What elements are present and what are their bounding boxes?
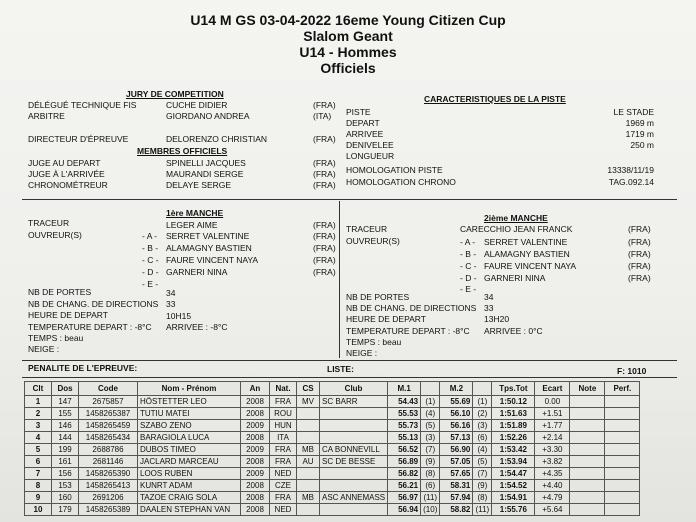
piste-label: PISTE bbox=[346, 107, 371, 117]
cell-m2-rank: (3) bbox=[473, 420, 492, 432]
f-value: F: 1010 bbox=[617, 366, 647, 376]
cell-an: 2008 bbox=[241, 504, 270, 516]
cell-code: 2675857 bbox=[79, 396, 138, 408]
manche1-ouvreur-code: - C - bbox=[142, 255, 159, 265]
cell-an: 2008 bbox=[241, 396, 270, 408]
cell-m1: 56.94 bbox=[388, 504, 421, 516]
cell-dos: 155 bbox=[52, 408, 79, 420]
manche2-ouvreur-name: GARNERI NINA bbox=[484, 273, 546, 283]
cell-cs: MV bbox=[297, 396, 320, 408]
cell-cs: AU bbox=[297, 456, 320, 468]
arbitre-name: GIORDANO ANDREA bbox=[166, 111, 250, 121]
manche2-ouvreur-nat: (FRA) bbox=[628, 249, 651, 259]
cell-perf bbox=[605, 492, 640, 504]
cell-note bbox=[570, 432, 605, 444]
cell-m2-rank: (9) bbox=[473, 480, 492, 492]
cell-m1: 56.82 bbox=[388, 468, 421, 480]
cell-note bbox=[570, 468, 605, 480]
cell-m2-rank: (2) bbox=[473, 408, 492, 420]
separator-table bbox=[22, 377, 677, 378]
col-m1: M.1 bbox=[388, 382, 421, 396]
cell-clt: 5 bbox=[25, 444, 52, 456]
cell-tps-tot: 1:51.89 bbox=[492, 420, 535, 432]
cell-an: 2009 bbox=[241, 420, 270, 432]
longueur-label: LONGUEUR bbox=[346, 151, 395, 161]
manche1-heure-label: HEURE DE DEPART bbox=[28, 310, 108, 320]
cell-ecart: 0.00 bbox=[535, 396, 570, 408]
col-nat: Nat. bbox=[270, 382, 297, 396]
cell-an: 2009 bbox=[241, 468, 270, 480]
cell-ecart: +3.30 bbox=[535, 444, 570, 456]
cell-m2-rank: (6) bbox=[473, 432, 492, 444]
manche2-ouvreur-name: ALAMAGNY BASTIEN bbox=[484, 249, 570, 259]
cell-cs: MB bbox=[297, 444, 320, 456]
manche1-ouvreur-name: FAURE VINCENT NAYA bbox=[166, 255, 259, 265]
denivelee-label: DENIVELEE bbox=[346, 140, 394, 150]
col-m1-rank bbox=[421, 382, 440, 396]
table-row bbox=[25, 492, 640, 504]
arrivee-label: ARRIVEE bbox=[346, 129, 384, 139]
table-row bbox=[25, 396, 640, 408]
manche2-traceur-name: CARECCHIO JEAN FRANCK bbox=[460, 224, 573, 234]
cell-nat: FRA bbox=[270, 444, 297, 456]
col-ecart: Ecart bbox=[535, 382, 570, 396]
penalite-label: PENALITE DE L'EPREUVE: bbox=[28, 363, 138, 373]
table-row bbox=[25, 420, 640, 432]
table-row bbox=[25, 480, 640, 492]
cell-nom: SZABO ZENO bbox=[138, 420, 241, 432]
separator-middle bbox=[339, 201, 340, 358]
manche2-ouvreur-code: - E - bbox=[460, 284, 477, 294]
results-table bbox=[24, 381, 640, 516]
cell-m1-rank: (10) bbox=[421, 504, 440, 516]
cell-an: 2008 bbox=[241, 480, 270, 492]
cell-ecart: +2.14 bbox=[535, 432, 570, 444]
manche2-portes-value: 34 bbox=[484, 292, 494, 302]
manche2-heure-label: HEURE DE DEPART bbox=[346, 314, 426, 324]
cell-tps-tot: 1:53.94 bbox=[492, 456, 535, 468]
manche1-ouvreur-code: - B - bbox=[142, 243, 159, 253]
cell-m2-rank: (5) bbox=[473, 456, 492, 468]
manche2-ouvreur-nat: (FRA) bbox=[628, 273, 651, 283]
manche2-ouvreur-name: FAURE VINCENT NAYA bbox=[484, 261, 577, 271]
cell-clt: 4 bbox=[25, 432, 52, 444]
cell-m1-rank: (8) bbox=[421, 468, 440, 480]
cell-code: 1458265390 bbox=[79, 468, 138, 480]
manche1-temperature: TEMPERATURE DEPART : -8°C bbox=[28, 322, 152, 332]
cell-m1-rank: (4) bbox=[421, 408, 440, 420]
category-title: U14 - Hommes bbox=[299, 44, 397, 60]
cell-dos: 160 bbox=[52, 492, 79, 504]
table-row bbox=[25, 432, 640, 444]
manche1-ouvreur-name: GARNERI NINA bbox=[166, 267, 228, 277]
manche2-temperature: TEMPERATURE DEPART : -8°C bbox=[346, 326, 470, 336]
cell-perf bbox=[605, 432, 640, 444]
cell-club bbox=[320, 468, 388, 480]
manche1-ouvreur-nat: (FRA) bbox=[313, 255, 336, 265]
juge-depart-nat: (FRA) bbox=[313, 158, 336, 168]
membres-heading: MEMBRES OFFICIELS bbox=[137, 146, 228, 156]
cell-tps-tot: 1:50.12 bbox=[492, 396, 535, 408]
piste-value: LE STADE bbox=[613, 107, 654, 117]
cell-nat: NED bbox=[270, 504, 297, 516]
denivelee-value: 250 m bbox=[630, 140, 654, 150]
manche1-temps: TEMPS : beau bbox=[28, 333, 84, 343]
cell-cs bbox=[297, 480, 320, 492]
cell-m1-rank: (5) bbox=[421, 420, 440, 432]
cell-dos: 144 bbox=[52, 432, 79, 444]
cell-m2-rank: (4) bbox=[473, 444, 492, 456]
manche1-portes-value: 34 bbox=[166, 288, 176, 298]
juge-arrivee-name: MAURANDI SERGE bbox=[166, 169, 244, 179]
cell-club: SC DE BESSE bbox=[320, 456, 388, 468]
cell-nom: TUTIU MATEI bbox=[138, 408, 241, 420]
cell-m1: 56.21 bbox=[388, 480, 421, 492]
cell-m2-rank: (11) bbox=[473, 504, 492, 516]
cell-dos: 161 bbox=[52, 456, 79, 468]
cell-perf bbox=[605, 444, 640, 456]
cell-club: ASC ANNEMASS bbox=[320, 492, 388, 504]
cell-m1-rank: (1) bbox=[421, 396, 440, 408]
manche2-ouvreur-code: - A - bbox=[460, 237, 476, 247]
manche2-heure-value: 13H20 bbox=[484, 314, 510, 324]
cell-m1: 56.97 bbox=[388, 492, 421, 504]
manche2-traceur-nat: (FRA) bbox=[628, 224, 651, 234]
officials-title: Officiels bbox=[320, 60, 376, 76]
manche1-ouvreur-nat: (FRA) bbox=[313, 231, 336, 241]
cell-code: 1458265387 bbox=[79, 408, 138, 420]
arbitre-nat: (ITA) bbox=[313, 111, 332, 121]
cell-tps-tot: 1:51.63 bbox=[492, 408, 535, 420]
cell-ecart: +1.77 bbox=[535, 420, 570, 432]
table-row bbox=[25, 468, 640, 480]
manche1-neige: NEIGE : bbox=[28, 344, 60, 354]
cell-nom: KUNRT ADAM bbox=[138, 480, 241, 492]
cell-nom: BARAGIOLA LUCA bbox=[138, 432, 241, 444]
cell-m2: 56.10 bbox=[440, 408, 473, 420]
cell-note bbox=[570, 456, 605, 468]
cell-clt: 7 bbox=[25, 468, 52, 480]
cell-club bbox=[320, 432, 388, 444]
cell-m2: 56.90 bbox=[440, 444, 473, 456]
cell-tps-tot: 1:54.47 bbox=[492, 468, 535, 480]
manche2-ouvreur-code: - C - bbox=[460, 261, 477, 271]
delegue-label: DÉLÉGUÉ TECHNIQUE FIS bbox=[28, 100, 137, 110]
cell-clt: 9 bbox=[25, 492, 52, 504]
cell-ecart: +1.51 bbox=[535, 408, 570, 420]
manche1-heure-value: 10H15 bbox=[166, 311, 192, 321]
cell-an: 2008 bbox=[241, 432, 270, 444]
cell-code: 1458265434 bbox=[79, 432, 138, 444]
table-row bbox=[25, 444, 640, 456]
cell-m2-rank: (7) bbox=[473, 468, 492, 480]
col-code: Code bbox=[79, 382, 138, 396]
cell-cs bbox=[297, 408, 320, 420]
manche1-traceur-label: TRACEUR bbox=[28, 218, 70, 228]
cell-dos: 199 bbox=[52, 444, 79, 456]
cell-code: 2688786 bbox=[79, 444, 138, 456]
juge-depart-name: SPINELLI JACQUES bbox=[166, 158, 246, 168]
separator-penalite bbox=[22, 360, 677, 361]
cell-nom: JACLARD MARCEAU bbox=[138, 456, 241, 468]
manche2-chang-value: 33 bbox=[484, 303, 494, 313]
cell-tps-tot: 1:52.26 bbox=[492, 432, 535, 444]
cell-club: CA BONNEVILL bbox=[320, 444, 388, 456]
cell-nom: LOOS RUBEN bbox=[138, 468, 241, 480]
depart-label: DEPART bbox=[346, 118, 380, 128]
cell-note bbox=[570, 480, 605, 492]
cell-note bbox=[570, 492, 605, 504]
cell-club bbox=[320, 420, 388, 432]
arrivee-value: 1719 m bbox=[625, 129, 654, 139]
manche1-heading: 1ère MANCHE bbox=[166, 208, 224, 218]
cell-note bbox=[570, 504, 605, 516]
manche1-ouvreur-nat: (FRA) bbox=[313, 267, 336, 277]
cell-dos: 153 bbox=[52, 480, 79, 492]
col-m2: M.2 bbox=[440, 382, 473, 396]
document-title: U14 M GS 03-04-2022 16eme Young Citizen Cup bbox=[190, 12, 506, 28]
homol-piste-label: HOMOLOGATION PISTE bbox=[346, 165, 443, 175]
cell-club: SC BARR bbox=[320, 396, 388, 408]
cell-m1-rank: (6) bbox=[421, 480, 440, 492]
cell-m1: 55.53 bbox=[388, 408, 421, 420]
manche2-ouvreur-code: - B - bbox=[460, 249, 477, 259]
homol-piste-value: 13338/11/19 bbox=[607, 165, 654, 175]
directeur-label: DIRECTEUR D'ÉPREUVE bbox=[28, 134, 129, 144]
depart-value: 1969 m bbox=[625, 118, 654, 128]
cell-m1: 55.73 bbox=[388, 420, 421, 432]
cell-nat: NED bbox=[270, 468, 297, 480]
juge-arrivee-label: JUGE À L'ARRIVÉE bbox=[28, 169, 105, 179]
chrono-name: DELAYE SERGE bbox=[166, 180, 232, 190]
manche2-traceur-label: TRACEUR bbox=[346, 224, 388, 234]
cell-clt: 10 bbox=[25, 504, 52, 516]
cell-dos: 156 bbox=[52, 468, 79, 480]
cell-m2: 57.94 bbox=[440, 492, 473, 504]
cell-m1-rank: (3) bbox=[421, 432, 440, 444]
cell-cs: MB bbox=[297, 492, 320, 504]
manche2-chang-label: NB DE CHANG. DE DIRECTIONS bbox=[346, 303, 477, 313]
manche2-heading: 2ième MANCHE bbox=[484, 213, 548, 223]
cell-m2: 57.05 bbox=[440, 456, 473, 468]
manche1-chang-label: NB DE CHANG. DE DIRECTIONS bbox=[28, 299, 159, 309]
cell-m1-rank: (11) bbox=[421, 492, 440, 504]
manche1-traceur-nat: (FRA) bbox=[313, 220, 336, 230]
cell-perf bbox=[605, 504, 640, 516]
cell-nom: DAALEN STEPHAN VAN bbox=[138, 504, 241, 516]
cell-code: 2691206 bbox=[79, 492, 138, 504]
cell-m2-rank: (1) bbox=[473, 396, 492, 408]
cell-m2: 58.82 bbox=[440, 504, 473, 516]
cell-code: 2681146 bbox=[79, 456, 138, 468]
manche2-ouvreur-nat: (FRA) bbox=[628, 261, 651, 271]
table-row bbox=[25, 456, 640, 468]
cell-cs bbox=[297, 420, 320, 432]
cell-m1: 56.52 bbox=[388, 444, 421, 456]
cell-an: 2009 bbox=[241, 444, 270, 456]
cell-club bbox=[320, 504, 388, 516]
cell-note bbox=[570, 408, 605, 420]
cell-an: 2008 bbox=[241, 408, 270, 420]
cell-m1-rank: (7) bbox=[421, 444, 440, 456]
manche2-ouvreur-code: - D - bbox=[460, 273, 477, 283]
table-row bbox=[25, 408, 640, 420]
cell-m1: 54.43 bbox=[388, 396, 421, 408]
cell-nat: FRA bbox=[270, 492, 297, 504]
manche1-ouvreur-code: - A - bbox=[142, 231, 158, 241]
cell-an: 2008 bbox=[241, 492, 270, 504]
separator-top bbox=[22, 199, 677, 200]
manche1-chang-value: 33 bbox=[166, 299, 176, 309]
cell-ecart: +5.64 bbox=[535, 504, 570, 516]
col-nom: Nom - Prénom bbox=[138, 382, 241, 396]
cell-cs bbox=[297, 468, 320, 480]
cell-ecart: +4.40 bbox=[535, 480, 570, 492]
cell-clt: 6 bbox=[25, 456, 52, 468]
juge-depart-label: JUGE AU DEPART bbox=[28, 158, 101, 168]
col-club: Club bbox=[320, 382, 388, 396]
manche2-ouvreur-name: SERRET VALENTINE bbox=[484, 237, 568, 247]
cell-nom: HÖSTETTER LEO bbox=[138, 396, 241, 408]
cell-perf bbox=[605, 468, 640, 480]
cell-cs bbox=[297, 432, 320, 444]
directeur-name: DELORENZO CHRISTIAN bbox=[166, 134, 268, 144]
col-clt: Clt bbox=[25, 382, 52, 396]
delegue-nat: (FRA) bbox=[313, 100, 336, 110]
cell-code: 1458265459 bbox=[79, 420, 138, 432]
cell-nom: TAZOE CRAIG SOLA bbox=[138, 492, 241, 504]
chrono-nat: (FRA) bbox=[313, 180, 336, 190]
cell-perf bbox=[605, 480, 640, 492]
delegue-name: CUCHE DIDIER bbox=[166, 100, 228, 110]
homol-chrono-value: TAG.092.14 bbox=[608, 177, 654, 187]
cell-ecart: +4.79 bbox=[535, 492, 570, 504]
cell-m1-rank: (9) bbox=[421, 456, 440, 468]
discipline-title: Slalom Geant bbox=[303, 28, 393, 44]
cell-an: 2008 bbox=[241, 456, 270, 468]
cell-dos: 179 bbox=[52, 504, 79, 516]
cell-m2: 58.31 bbox=[440, 480, 473, 492]
cell-perf bbox=[605, 456, 640, 468]
cell-nat: ITA bbox=[270, 432, 297, 444]
arbitre-label: ARBITRE bbox=[28, 111, 65, 121]
table-row bbox=[25, 504, 640, 516]
cell-perf bbox=[605, 396, 640, 408]
cell-clt: 8 bbox=[25, 480, 52, 492]
cell-tps-tot: 1:54.52 bbox=[492, 480, 535, 492]
manche1-ouvreur-code: - E - bbox=[142, 279, 159, 289]
manche1-arrivee-temp: ARRIVEE : -8°C bbox=[166, 322, 228, 332]
juge-arrivee-nat: (FRA) bbox=[313, 169, 336, 179]
cell-perf bbox=[605, 408, 640, 420]
cell-m2-rank: (8) bbox=[473, 492, 492, 504]
cell-m2: 57.65 bbox=[440, 468, 473, 480]
cell-m1: 56.89 bbox=[388, 456, 421, 468]
cell-club bbox=[320, 408, 388, 420]
manche2-portes-label: NB DE PORTES bbox=[346, 292, 410, 302]
cell-tps-tot: 1:54.91 bbox=[492, 492, 535, 504]
cell-code: 1458265389 bbox=[79, 504, 138, 516]
manche1-ouvreurs-label: OUVREUR(S) bbox=[28, 230, 82, 240]
col-cs: CS bbox=[297, 382, 320, 396]
manche1-ouvreur-code: - D - bbox=[142, 267, 159, 277]
cell-m2: 57.13 bbox=[440, 432, 473, 444]
col-tps-tot: Tps.Tot bbox=[492, 382, 535, 396]
cell-nat: HUN bbox=[270, 420, 297, 432]
col-an: An bbox=[241, 382, 270, 396]
cell-m2: 55.69 bbox=[440, 396, 473, 408]
manche2-ouvreur-nat: (FRA) bbox=[628, 237, 651, 247]
cell-nat: CZE bbox=[270, 480, 297, 492]
col-note: Note bbox=[570, 382, 605, 396]
cell-dos: 146 bbox=[52, 420, 79, 432]
cell-code: 1458265413 bbox=[79, 480, 138, 492]
piste-heading: CARACTERISTIQUES DE LA PISTE bbox=[424, 94, 566, 104]
manche2-ouvreurs-label: OUVREUR(S) bbox=[346, 236, 400, 246]
manche1-ouvreur-name: ALAMAGNY BASTIEN bbox=[166, 243, 252, 253]
col-perf: Perf. bbox=[605, 382, 640, 396]
manche2-temps: TEMPS : beau bbox=[346, 337, 402, 347]
manche1-ouvreur-name: SERRET VALENTINE bbox=[166, 231, 250, 241]
chrono-label: CHRONOMÉTREUR bbox=[28, 180, 108, 190]
manche1-portes-label: NB DE PORTES bbox=[28, 287, 92, 297]
cell-ecart: +4.35 bbox=[535, 468, 570, 480]
cell-clt: 3 bbox=[25, 420, 52, 432]
cell-nat: FRA bbox=[270, 456, 297, 468]
table-header-row bbox=[25, 382, 640, 396]
manche2-arrivee-temp: ARRIVEE : 0°C bbox=[484, 326, 543, 336]
cell-tps-tot: 1:55.76 bbox=[492, 504, 535, 516]
cell-clt: 2 bbox=[25, 408, 52, 420]
cell-clt: 1 bbox=[25, 396, 52, 408]
col-m2-rank bbox=[473, 382, 492, 396]
manche1-traceur-name: LEGER AIME bbox=[166, 220, 218, 230]
liste-label: LISTE: bbox=[327, 364, 354, 374]
cell-perf bbox=[605, 420, 640, 432]
cell-dos: 147 bbox=[52, 396, 79, 408]
cell-ecart: +3.82 bbox=[535, 456, 570, 468]
col-dos: Dos bbox=[52, 382, 79, 396]
cell-nat: FRA bbox=[270, 396, 297, 408]
cell-cs bbox=[297, 504, 320, 516]
jury-heading: JURY DE COMPETITION bbox=[126, 89, 224, 99]
cell-m1: 55.13 bbox=[388, 432, 421, 444]
cell-tps-tot: 1:53.42 bbox=[492, 444, 535, 456]
cell-nat: ROU bbox=[270, 408, 297, 420]
cell-note bbox=[570, 396, 605, 408]
manche1-ouvreur-nat: (FRA) bbox=[313, 243, 336, 253]
directeur-nat: (FRA) bbox=[313, 134, 336, 144]
cell-club bbox=[320, 480, 388, 492]
homol-chrono-label: HOMOLOGATION CHRONO bbox=[346, 177, 456, 187]
manche2-neige: NEIGE : bbox=[346, 348, 378, 358]
cell-note bbox=[570, 444, 605, 456]
cell-m2: 56.16 bbox=[440, 420, 473, 432]
cell-note bbox=[570, 420, 605, 432]
cell-nom: DUBOS TIMEO bbox=[138, 444, 241, 456]
